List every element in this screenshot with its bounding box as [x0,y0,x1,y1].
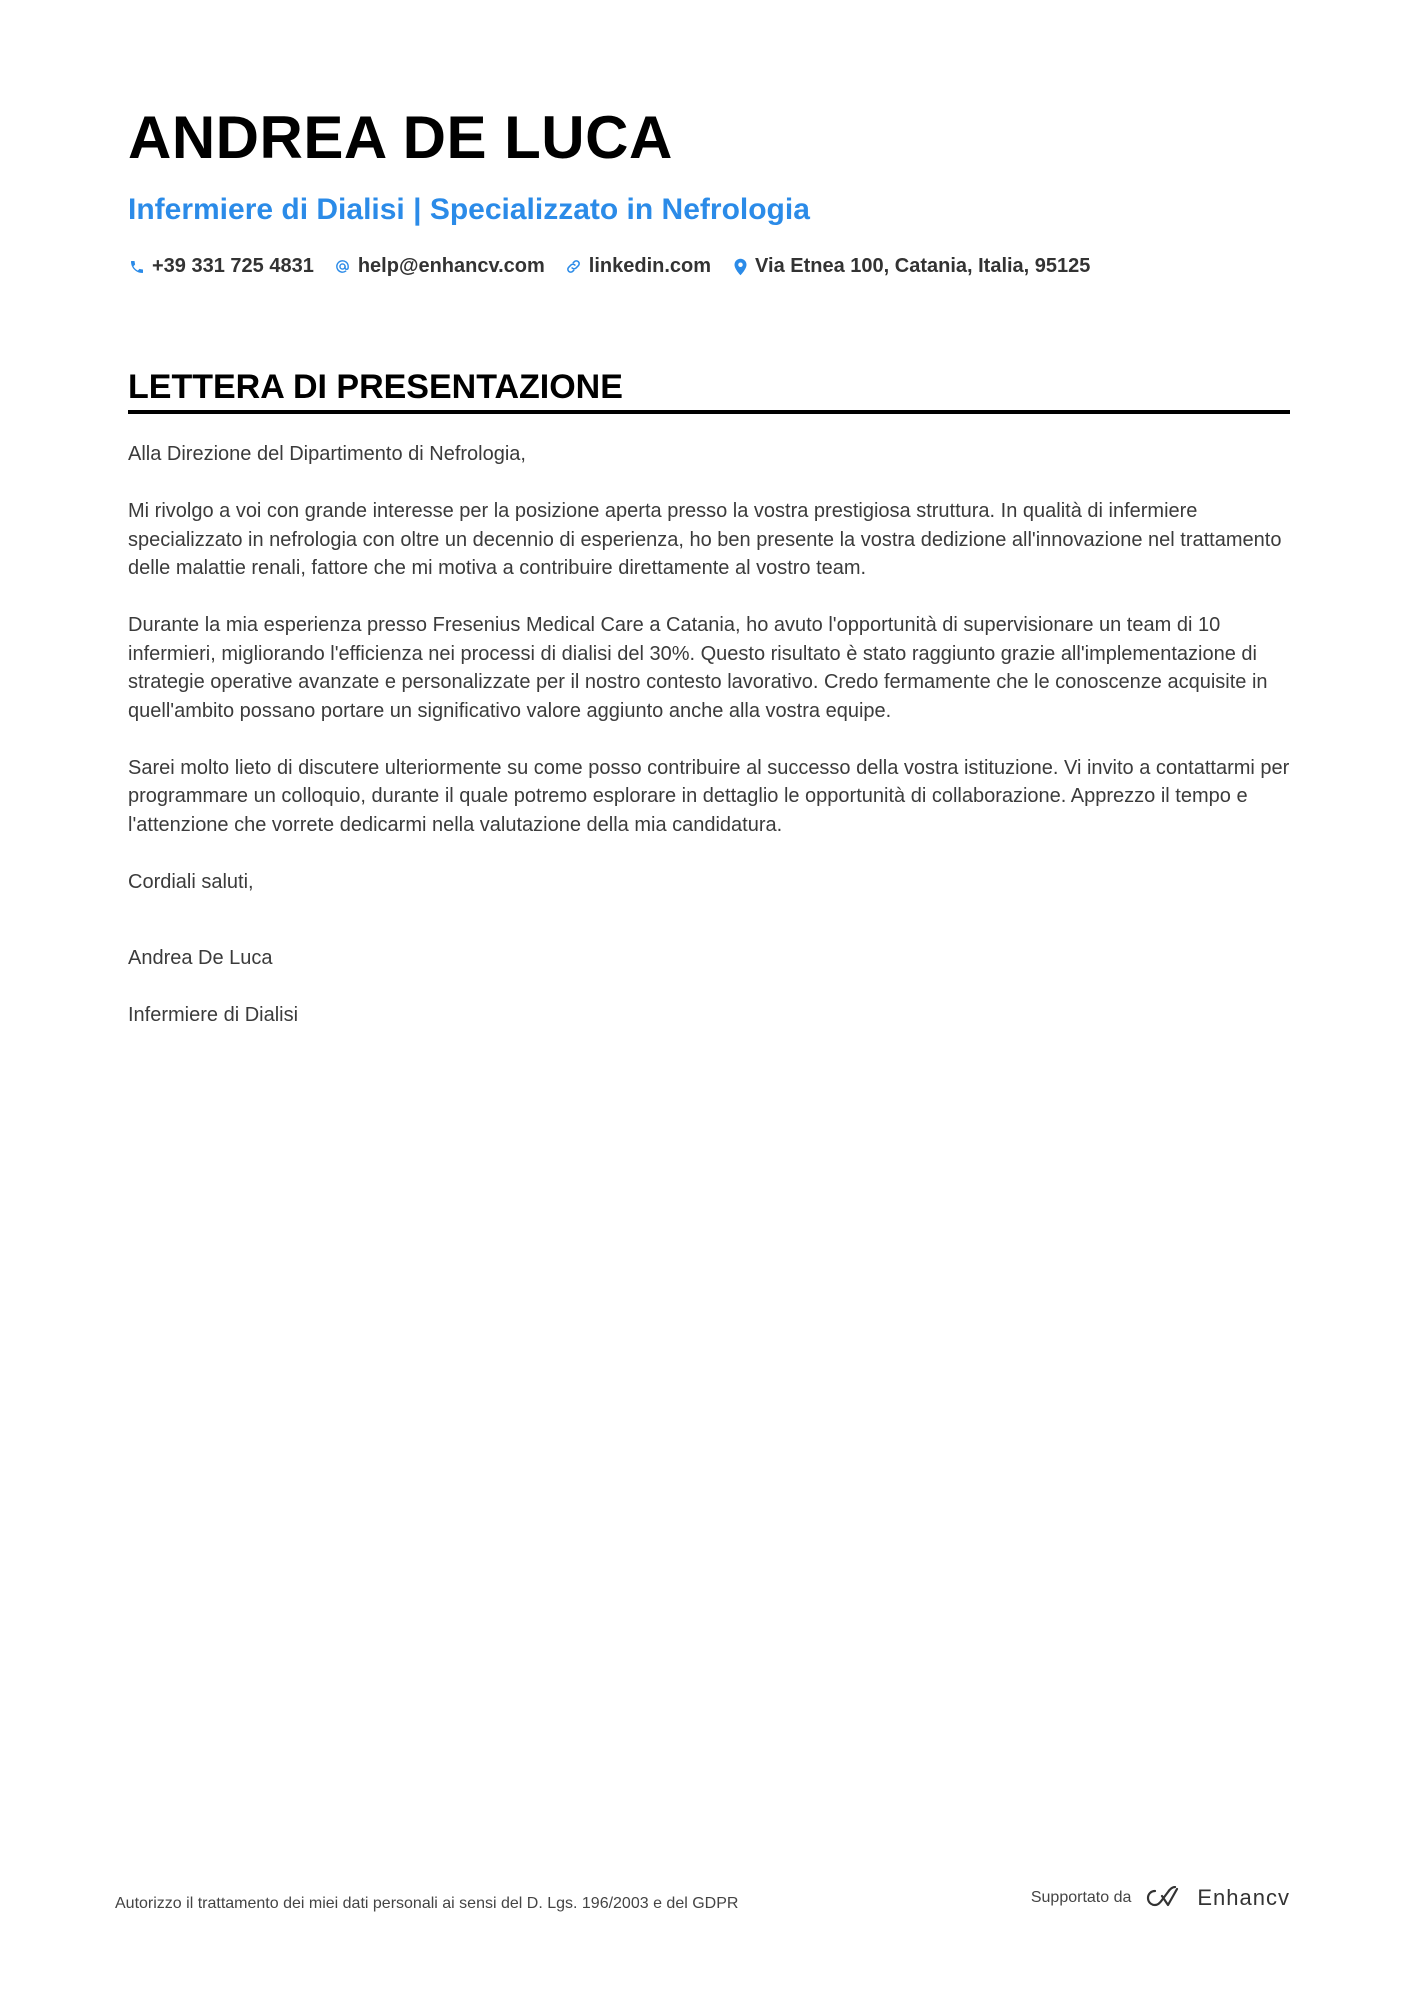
paragraph-3: Sarei molto lieto di discutere ulteriormente su come posso contribuire al successo della vostra istituzione. Vi invito a contattarmi per programmare un colloquio, durante il quale potremo esplorare in dettaglio le opportunità di collaborazione. Apprezzo il tempo e l'attenzione che vorrete dedicarmi nella valutazione della mia candidatura. [128,756,1290,836]
letter-body [128,440,1290,1058]
contact-bar [128,255,1090,278]
address-text: Via Etnea 100, Catania, Italia, 95125 [755,255,1091,277]
paragraph-2: Durante la mia esperienza presso Fresenius Medical Care a Catania, ho avuto l'opportunità di supervisionare un team di 10 infermieri, migliorando l'efficienza nei processi di dialisi del 30%. Questo risultato è stato raggiunto grazie all'implementazione di strategie operative avanzate e personalizzate per il nostro contesto lavorativo. Credo fermamente che le conoscenze acquisite in quell'ambito possano portare un significativo valore aggiunto anche alla vostra equipe. [128,614,1268,722]
salutation: Alla Direzione del Dipartimento di Nefrologia, [128,443,526,465]
signature-title: Infermiere di Dialisi [128,1004,299,1026]
closing: Cordiali saluti, [128,870,254,893]
contact-address [731,255,1090,278]
at-icon [334,258,352,276]
paragraph-1: Mi rivolgo a voi con grande interesse per la posizione aperta presso la vostra prestigiosa struttura. In qualità di infermiere specializzato in nefrologia con oltre un decennio di esperienza, ho ben presente la vostra dedizione all'innovazione nel trattamento delle malattie renali, fattore che mi motiva a contribuire direttamente al vostro team. [128,500,1282,579]
powered-by[interactable] [1031,1885,1290,1911]
location-pin-icon [731,258,749,276]
brand [1143,1885,1290,1911]
phone-icon [128,258,146,276]
powered-by-label: Supportato da [1030,1889,1132,1906]
section-divider [128,410,1290,414]
candidate-subtitle: Infermiere di Dialisi | Specializzato in Nefrologia [128,193,810,226]
signature-name: Andrea De Luca [128,947,273,969]
contact-email[interactable] [334,255,545,278]
enhancv-logo-icon [1143,1886,1189,1910]
gdpr-consent: Autorizzo il trattamento dei miei dati personali ai sensi del D. Lgs. 196/2003 e del GDPR [115,1895,739,1912]
brand-name: Enhancv [1197,1885,1290,1910]
candidate-name: ANDREA DE LUCA [128,104,673,171]
contact-phone[interactable] [128,255,314,278]
contact-linkedin[interactable] [565,255,711,278]
phone-text: +39 331 725 4831 [152,255,314,277]
link-icon [565,258,583,276]
email-text: help@enhancv.com [357,255,545,277]
section-title: LETTERA DI PRESENTAZIONE [128,368,623,406]
linkedin-text: linkedin.com [588,255,712,277]
